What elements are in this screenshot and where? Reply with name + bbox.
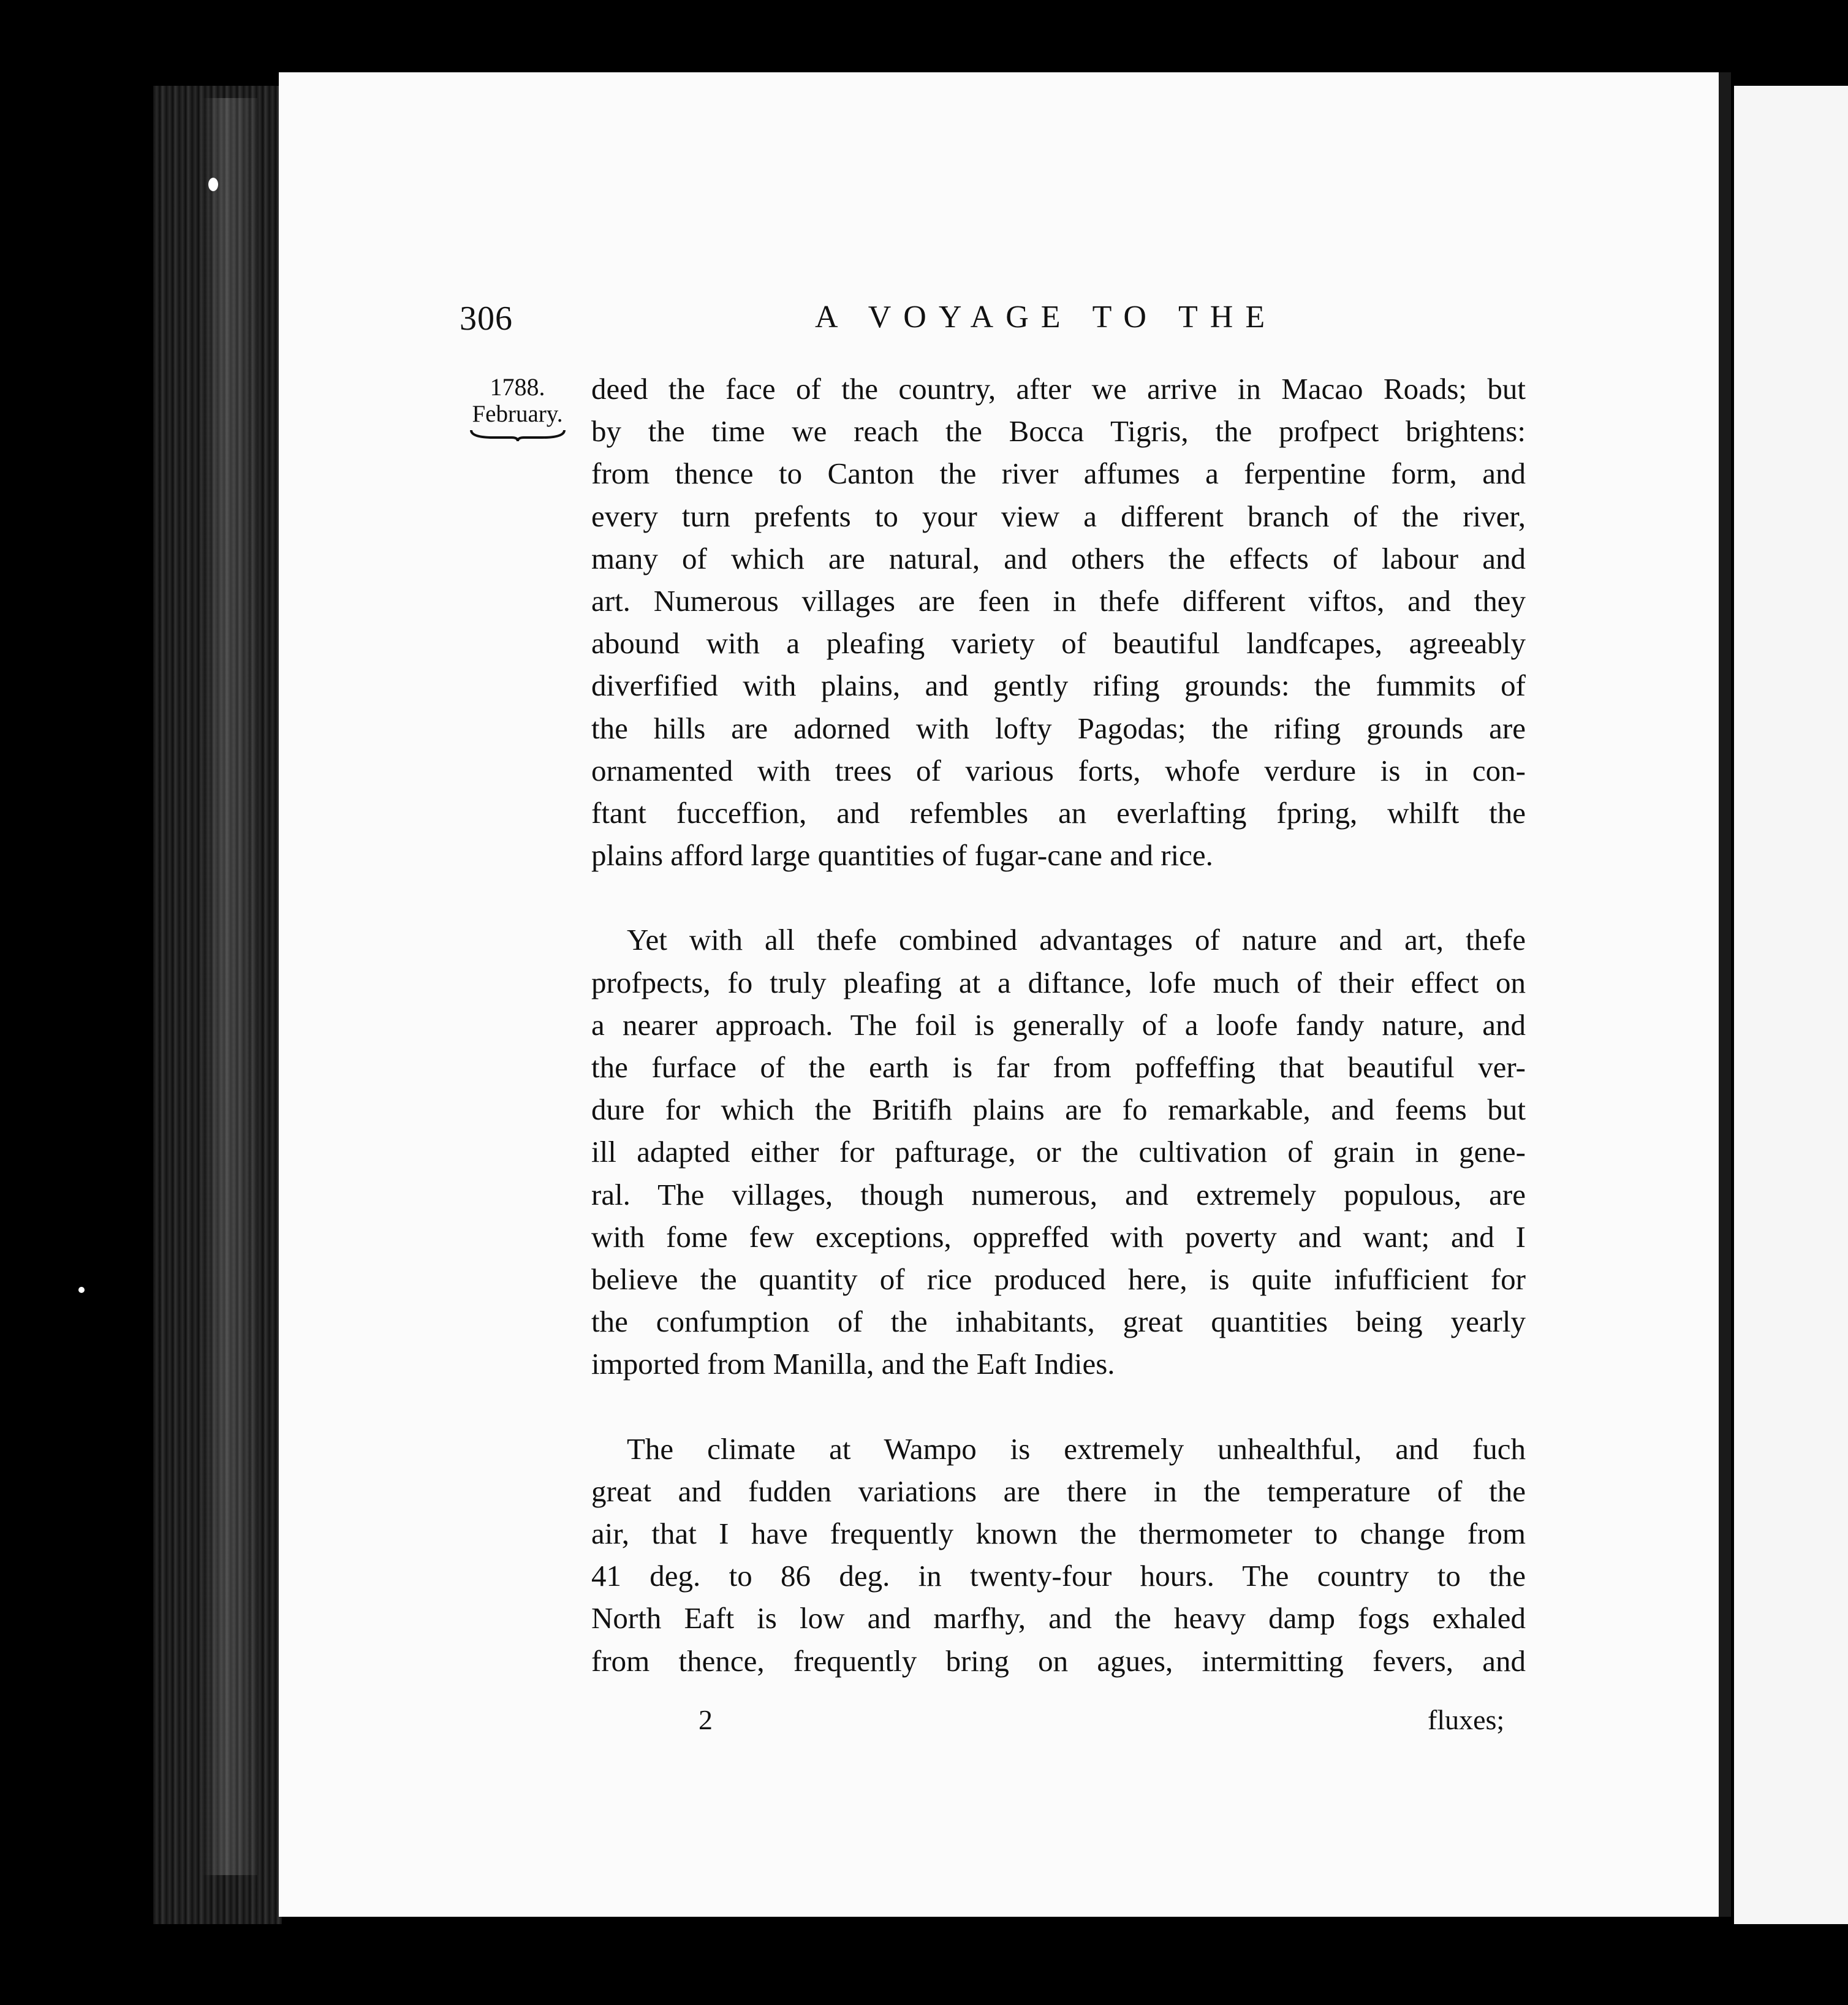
text-line: the hills are adorned with lofty Pagodas; the rifing grounds are [591, 711, 1526, 745]
catchword: fluxes; [1428, 1704, 1505, 1735]
signature-mark: 2 [699, 1704, 713, 1735]
text-line: ftant fucceffion, and refembles an everlafting fpring, whilft the [591, 796, 1526, 830]
text-line: ral. The villages, though numerous, and extremely populous, are [591, 1177, 1526, 1211]
text-line: by the time we reach the Bocca Tigris, the profpect brightens: [591, 414, 1526, 449]
text-line: believe the quantity of rice produced here, is quite infufficient for [591, 1262, 1526, 1297]
scan-speck [78, 1287, 85, 1293]
text-line: 41 deg. to 86 deg. in twenty-four hours. The country to the [591, 1559, 1526, 1593]
text-line: many of which are natural, and others the effects of labour and [591, 541, 1526, 575]
text-line: North Eaft is low and marfhy, and the heavy damp fogs exhaled [591, 1601, 1526, 1635]
scan-border [0, 1924, 1848, 2005]
margin-year: 1788. [490, 373, 545, 401]
text-line: The climate at Wampo is extremely unhealthful, and fuch [627, 1431, 1526, 1466]
text-line: every turn prefents to your view a different branch of the river, [591, 499, 1526, 533]
text-line: the furface of the earth is far from poffeffing that beautiful ver- [591, 1050, 1526, 1085]
facing-page [1734, 86, 1848, 1924]
text-line: plains afford large quantities of fugar-cane and rice. [591, 838, 1213, 873]
text-line: deed the face of the country, after we arrive in Macao Roads; but [591, 372, 1526, 406]
text-line: ornamented with trees of various forts, whofe verdure is in con- [591, 753, 1526, 787]
spine-highlight [202, 98, 257, 1875]
text-line: art. Numerous villages are feen in thefe different viftos, and they [591, 584, 1526, 618]
text-line: ill adapted either for pafturage, or the cultivation of grain in gene- [591, 1135, 1526, 1169]
text-line: from thence, frequently bring on agues, intermitting fevers, and [591, 1643, 1526, 1678]
brace-ornament [469, 428, 567, 442]
page-number: 306 [460, 300, 513, 338]
text-line: great and fudden variations are there in the temperature of the [591, 1474, 1526, 1508]
text-line: profpects, fo truly pleafing at a diftance, lofe much of their effect on [591, 965, 1526, 999]
paragraph-2 [591, 919, 1526, 1385]
paragraph-1 [591, 368, 1526, 876]
running-title: A VOYAGE TO THE [815, 300, 1278, 335]
body-text [591, 368, 1526, 1682]
text-line: diverfified with plains, and gently rifing grounds: the fummits of [591, 669, 1526, 703]
text-line: from thence to Canton the river affumes a ferpentine form, and [591, 457, 1526, 491]
paragraph-3 [591, 1428, 1526, 1682]
text-line: dure for which the Britifh plains are fo remarkable, and feems but [591, 1093, 1526, 1127]
margin-month: February. [472, 401, 563, 427]
page-gutter [1719, 72, 1731, 1917]
margin-date-note [461, 374, 574, 442]
text-line: imported from Manilla, and the Eaft Indies. [591, 1347, 1115, 1381]
text-line: the confumption of the inhabitants, great quantities being yearly [591, 1305, 1526, 1339]
text-line: with fome few exceptions, oppreffed with poverty and want; and I [591, 1219, 1526, 1254]
text-line: air, that I have frequently known the thermometer to change from [591, 1517, 1526, 1551]
text-line: abound with a pleafing variety of beautiful landfcapes, agreeably [591, 626, 1526, 661]
scan-speck [208, 178, 218, 191]
text-line: a nearer approach. The foil is generally of a loofe fandy nature, and [591, 1007, 1526, 1042]
text-line: Yet with all thefe combined advantages of nature and art, thefe [627, 923, 1526, 957]
